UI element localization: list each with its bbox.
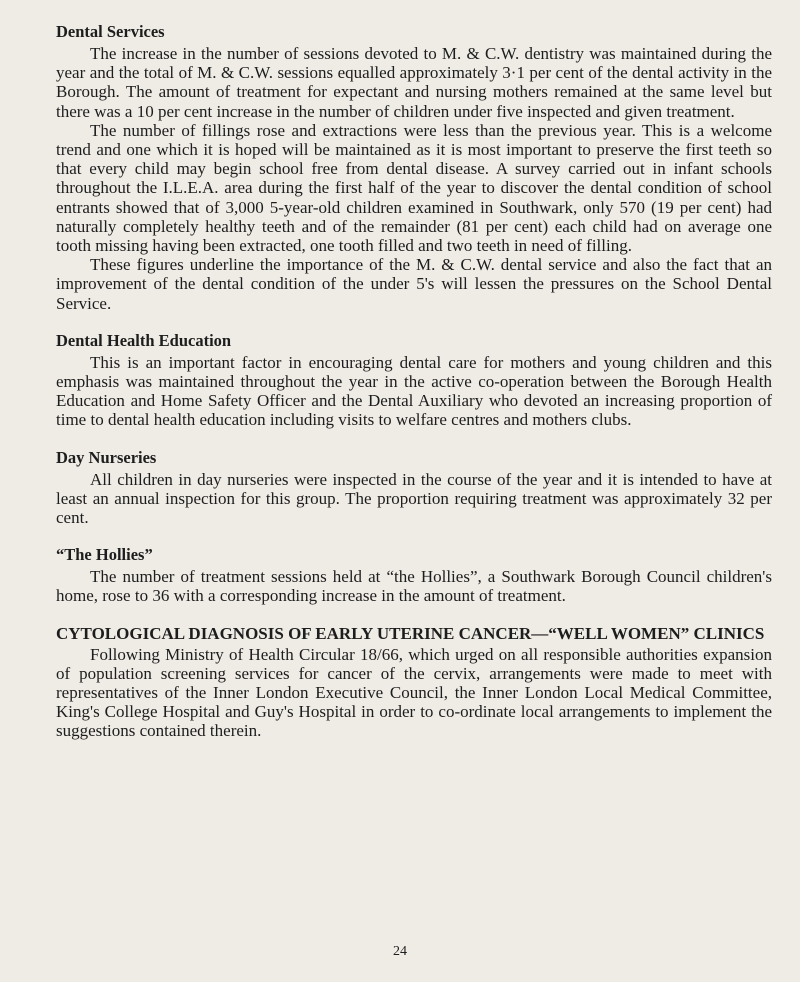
- section-cytological-diagnosis: [56, 624, 772, 741]
- section-dental-health-education: [56, 331, 772, 430]
- paragraph: Following Ministry of Health Circular 18/66, which urged on all responsible authorities expansion of population screening services for cancer of the cervix, arrangements were made to meet with representatives of the Inner London Executive Council, the Inner London Local Medical Committee, King's College Hospital and Guy's Hospital in order to co-ordinate local arrangements to implement the suggestions contained therein.: [56, 644, 772, 741]
- section-heading: CYTOLOGICAL DIAGNOSIS OF EARLY UTERINE CANCER—“WELL WOMEN” CLINICS: [56, 623, 765, 643]
- section-heading: “The Hollies”: [56, 545, 153, 565]
- section-day-nurseries: [56, 448, 772, 528]
- document-page: [56, 22, 772, 741]
- paragraph: All children in day nurseries were inspected in the course of the year and it is intended to have at least an annual inspection for this group. The proportion requiring treatment was approximately 32 per cent.: [56, 469, 772, 528]
- paragraph: The number of fillings rose and extractions were less than the previous year. This is a welcome trend and one which it is hoped will be maintained as it is most important to preserve the first teeth so that every child may begin school free from dental disease. A survey carried out in infant schools throughout the I.L.E.A. area during the first half of the year to discover the dental condition of school entrants showed that of 3,000 5-year-old children examined in Southwark, only 570 (19 per cent) had naturally completely healthy teeth and of the remainder (81 per cent) each child had on average one tooth missing having been extracted, one tooth filled and two teeth in need of filling.: [56, 120, 772, 256]
- paragraph: This is an important factor in encouraging dental care for mothers and young children and this emphasis was maintained throughout the year in the active co-operation between the Borough Health Education and Home Safety Officer and the Dental Auxiliary who devoted an increasing proportion of time to dental health education including visits to welfare centres and mothers clubs.: [56, 352, 772, 430]
- section-the-hollies: [56, 545, 772, 605]
- page-number: 24: [393, 944, 407, 959]
- section-dental-services: [56, 22, 772, 313]
- section-heading: Day Nurseries: [56, 447, 157, 467]
- section-heading: Dental Health Education: [56, 330, 232, 350]
- paragraph: The number of treatment sessions held at “the Hollies”, a Southwark Borough Council children's home, rose to 36 with a corresponding increase in the amount of treatment.: [56, 567, 772, 606]
- section-heading: Dental Services: [56, 22, 165, 41]
- paragraph: These figures underline the importance of the M. & C.W. dental service and also the fact that an improvement of the dental condition of the under 5's will lessen the pressures on the School Dental Service.: [56, 255, 772, 313]
- paragraph: The increase in the number of sessions devoted to M. & C.W. dentistry was maintained during the year and the total of M. & C.W. sessions equalled approximately 3·1 per cent of the dental activity in the Borough. The amount of treatment for expectant and nursing mothers remained at the same level but there was a 10 per cent increase in the number of children under five inspected and given treatment.: [56, 44, 772, 121]
